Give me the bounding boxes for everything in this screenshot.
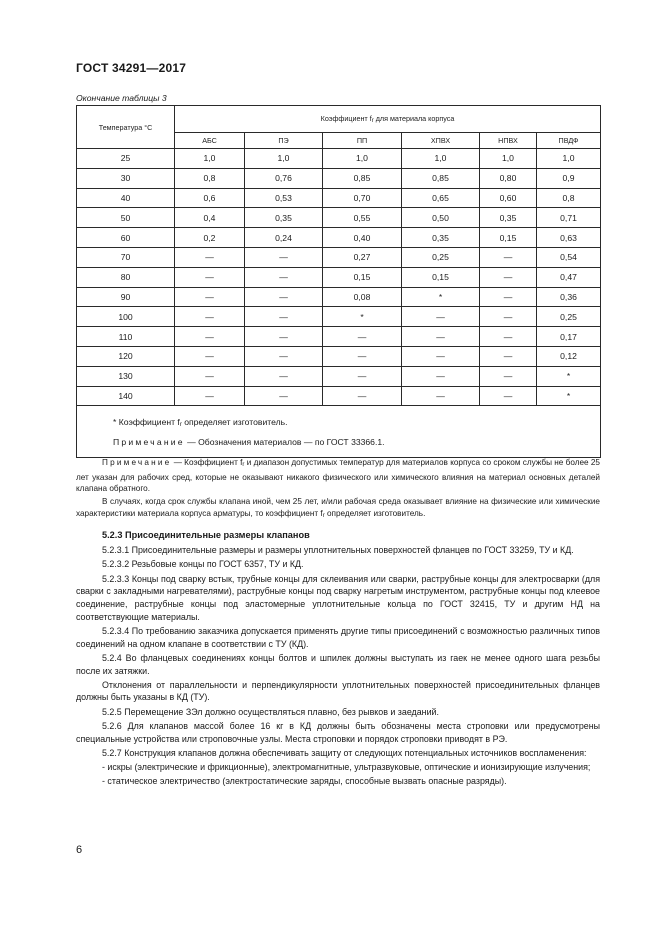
temperature-cell: 140 (77, 386, 175, 406)
table-row (77, 149, 601, 169)
coefficient-cell: — (323, 386, 402, 406)
note2-p2-tail: определяет изготовитель. (324, 508, 426, 518)
coefficient-cell: — (245, 267, 323, 287)
coefficient-cell: — (402, 346, 480, 366)
coefficient-cell: 0,85 (402, 168, 480, 188)
coefficient-cell: — (245, 346, 323, 366)
coefficient-cell: — (402, 327, 480, 347)
note2-tail: и диапазон допустимых температур для материалов корпуса со сроком службы не более 25 лет указан для рабочих сред, которые не оказывают никакого физического или химического влияния на материал основных деталей клапана обратного. (76, 458, 600, 494)
coefficient-cell: * (402, 287, 480, 307)
temperature-cell: 60 (77, 228, 175, 248)
paragraph-5-2-5: 5.2.5 Перемещение ЗЭл должно осуществляться плавно, без рывков и заеданий. (102, 706, 439, 717)
coefficient-cell: 0,2 (175, 228, 245, 248)
coefficient-cell: — (480, 386, 537, 406)
paragraph-5-2-6: 5.2.6 Для клапанов массой более 16 кг в КД должны быть обозначены места строповки или предусмотрены специальные устройства или строповочные узлы. Места строповки и порядок строповки приводят в РЭ. (76, 720, 600, 744)
temperature-cell: 80 (77, 267, 175, 287)
coefficient-cell: 1,0 (175, 149, 245, 169)
coefficient-cell: 1,0 (480, 149, 537, 169)
coefficient-cell: — (402, 366, 480, 386)
note-text: — Обозначения материалов — по ГОСТ 33366.1. (184, 437, 385, 448)
coefficient-cell: — (245, 366, 323, 386)
coefficient-cell: 0,47 (537, 267, 601, 287)
coefficient-header-text: Коэффициент f (320, 114, 372, 123)
coefficient-cell: 0,85 (323, 168, 402, 188)
paragraph-5-2-3-4: 5.2.3.4 По требованию заказчика допускается применять другие типы присоединений с возможностью различных типов соединений на одном клапане в соответствии с ТУ (КД). (76, 625, 600, 649)
temperature-cell: 120 (77, 346, 175, 366)
coefficient-cell: 0,8 (537, 188, 601, 208)
coefficient-cell: 0,54 (537, 247, 601, 267)
temperature-cell: 90 (77, 287, 175, 307)
note2-paragraph (76, 457, 600, 495)
coefficient-cell: — (175, 247, 245, 267)
coefficient-cell: 0,55 (323, 208, 402, 228)
coefficient-cell: 0,65 (402, 188, 480, 208)
coefficient-cell: 0,25 (537, 307, 601, 327)
coefficient-cell: 0,08 (323, 287, 402, 307)
coefficient-cell: 0,27 (323, 247, 402, 267)
coefficient-cell: 0,15 (480, 228, 537, 248)
table-row (77, 386, 601, 406)
section-heading-5-2-3: 5.2.3 Присоединительные размеры клапанов (102, 530, 310, 541)
coefficient-cell: — (480, 366, 537, 386)
coefficient-cell: 0,70 (323, 188, 402, 208)
coefficient-cell: — (175, 267, 245, 287)
coefficient-cell: — (245, 287, 323, 307)
table-row (77, 228, 601, 248)
temperature-cell: 110 (77, 327, 175, 347)
coefficient-cell: — (402, 307, 480, 327)
paragraph-5-2-4-b: Отклонения от параллельности и перпендикулярности уплотнительных поверхностей присоединительных фланцев должны быть указаны в КД (ТУ). (76, 679, 600, 703)
coefficient-cell: 0,6 (175, 188, 245, 208)
coefficient-cell: 0,35 (402, 228, 480, 248)
coefficient-cell: — (175, 386, 245, 406)
coefficient-cell: 0,24 (245, 228, 323, 248)
page-number: 6 (76, 844, 83, 856)
table-row (77, 247, 601, 267)
table-row (77, 327, 601, 347)
table-notes-row (77, 406, 601, 458)
temperature-cell: 40 (77, 188, 175, 208)
coefficient-cell: * (537, 386, 601, 406)
coefficient-cell: — (245, 327, 323, 347)
paragraph-5-2-3-3: 5.2.3.3 Концы под сварку встык, трубные концы для склеивания или сварки, раструбные концы для электросварки (для сварки с закладными нагревателями), раструбные концы под сварку нагретым инструментом, раструбные концы под клеевое соединение, раструбные концы под эластомерные уплотнительные кольца по ГОСТ 32415, ТУ и другим НД на соответствующие материалы. (76, 573, 600, 622)
note2-sub: r (242, 462, 245, 468)
coefficient-cell: 0,53 (245, 188, 323, 208)
coefficient-cell: — (245, 386, 323, 406)
coefficient-cell: 0,35 (480, 208, 537, 228)
footnote-text: * Коэффициент f (113, 417, 180, 428)
coefficient-cell: * (323, 307, 402, 327)
temperature-cell: 70 (77, 247, 175, 267)
coefficient-cell: — (175, 346, 245, 366)
coefficient-cell: 0,80 (480, 168, 537, 188)
table-row (77, 287, 601, 307)
table-row (77, 366, 601, 386)
coefficient-cell: 1,0 (323, 149, 402, 169)
coefficient-cell: 0,71 (537, 208, 601, 228)
coefficient-cell: 0,63 (537, 228, 601, 248)
coefficient-cell: — (245, 307, 323, 327)
table-footnote (113, 414, 600, 434)
coefficient-cell: — (480, 327, 537, 347)
coefficient-cell: 0,17 (537, 327, 601, 347)
coefficient-cell: 0,25 (402, 247, 480, 267)
temperature-cell: 50 (77, 208, 175, 228)
list-item: - статическое электричество (электростатические заряды, способные вызвать опасные разряды). (102, 776, 507, 787)
note-label: Примечание (113, 437, 185, 448)
coefficient-cell: 0,15 (323, 267, 402, 287)
table-row (77, 168, 601, 188)
paragraph-5-2-4: 5.2.4 Во фланцевых соединениях концы болтов и шпилек должны выступать из гаек не менее одного шага резьбы после их затяжки. (76, 652, 600, 676)
table-notes (77, 406, 601, 458)
note2-text: — Коэффициент f (171, 458, 243, 467)
coefficient-cell: 0,9 (537, 168, 601, 188)
coefficient-cell: 0,15 (402, 267, 480, 287)
coefficient-cell: 0,8 (175, 168, 245, 188)
coefficient-cell: — (480, 247, 537, 267)
coefficient-header (175, 106, 601, 133)
temperature-cell: 25 (77, 149, 175, 169)
coefficient-header-tail: для материала корпуса (373, 114, 455, 123)
table-row (77, 267, 601, 287)
column-header: ПЭ (245, 133, 323, 149)
coefficient-cell: 1,0 (402, 149, 480, 169)
table-caption: Окончание таблицы 3 (76, 93, 167, 103)
note2-label: Примечание (102, 458, 172, 467)
paragraph-5-2-3-1: 5.2.3.1 Присоединительные размеры и размеры уплотнительных поверхностей фланцев по ГОСТ 33259, ТУ и КД. (102, 545, 574, 556)
column-header: НПВХ (480, 133, 537, 149)
coefficient-table (76, 105, 601, 458)
coefficient-cell: — (323, 366, 402, 386)
document-code: ГОСТ 34291—2017 (76, 61, 187, 75)
coefficient-cell: 1,0 (537, 149, 601, 169)
paragraph-5-2-3-2: 5.2.3.2 Резьбовые концы по ГОСТ 6357, ТУ и КД. (102, 559, 304, 570)
coefficient-cell: 0,4 (175, 208, 245, 228)
column-header: АБС (175, 133, 245, 149)
temperature-cell: 100 (77, 307, 175, 327)
note2-p2-sub: r (322, 512, 325, 519)
coefficient-cell: — (175, 366, 245, 386)
coefficient-cell: * (537, 366, 601, 386)
coefficient-cell: — (480, 287, 537, 307)
body-text (76, 457, 600, 789)
list-item: - искры (электрические и фрикционные), электромагнитные, ультразвуковые, оптические и ионизирующие излучения; (102, 761, 591, 772)
coefficient-cell: 0,12 (537, 346, 601, 366)
coefficient-cell: — (480, 346, 537, 366)
coefficient-cell: 0,40 (323, 228, 402, 248)
table-row (77, 307, 601, 327)
coefficient-cell: — (480, 267, 537, 287)
note2-paragraph-2 (76, 496, 600, 522)
coefficient-cell: — (402, 386, 480, 406)
coefficient-cell: 0,60 (480, 188, 537, 208)
table-note (113, 434, 600, 451)
coefficient-header-sub: r (371, 118, 374, 124)
table-row (77, 188, 601, 208)
temperature-header: Температура °С (77, 106, 175, 149)
coefficient-cell: 0,50 (402, 208, 480, 228)
column-header: ПП (323, 133, 402, 149)
coefficient-cell: — (175, 327, 245, 347)
coefficient-cell: — (323, 327, 402, 347)
coefficient-cell: 1,0 (245, 149, 323, 169)
column-header: ПВДФ (537, 133, 601, 149)
coefficient-cell: 0,76 (245, 168, 323, 188)
footnote-tail: определяет изготовитель. (181, 417, 288, 428)
note2-p2-text: В случаях, когда срок службы клапана иной, чем 25 лет, и/или рабочая среда оказывает влияние на физические или химические характеристики материала корпуса арматуры, то коэффициент f (76, 497, 600, 518)
footnote-sub: r (179, 422, 182, 429)
temperature-cell: 130 (77, 366, 175, 386)
table-row (77, 346, 601, 366)
coefficient-cell: — (175, 307, 245, 327)
temperature-cell: 30 (77, 168, 175, 188)
coefficient-cell: 0,36 (537, 287, 601, 307)
paragraph-5-2-7: 5.2.7 Конструкция клапанов должна обеспечивать защиту от следующих потенциальных источников воспламенения: (102, 747, 587, 758)
column-header: ХПВХ (402, 133, 480, 149)
table-row (77, 208, 601, 228)
coefficient-cell: — (245, 247, 323, 267)
coefficient-cell: 0,35 (245, 208, 323, 228)
table-body (77, 149, 601, 458)
coefficient-cell: — (480, 307, 537, 327)
coefficient-cell: — (323, 346, 402, 366)
coefficient-cell: — (175, 287, 245, 307)
